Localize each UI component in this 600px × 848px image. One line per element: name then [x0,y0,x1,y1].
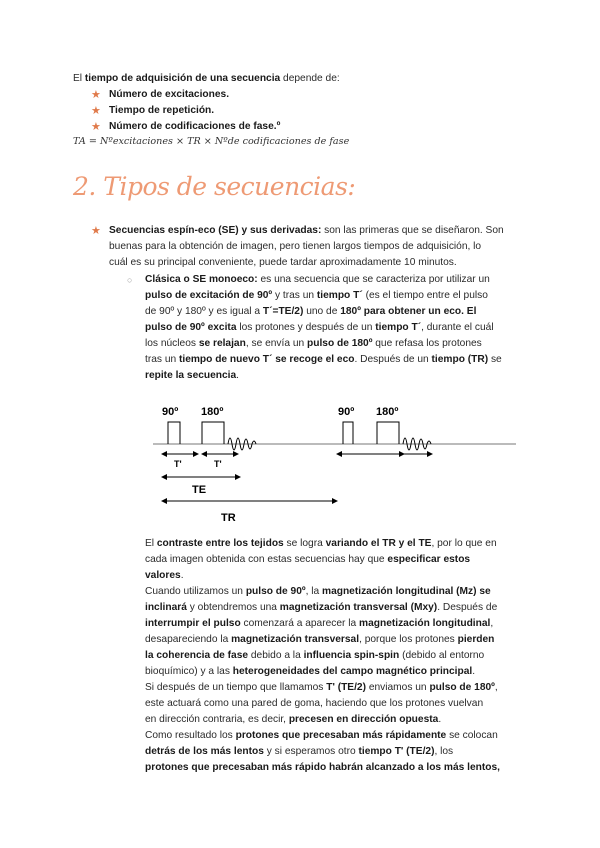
t-prime-label-1: T' [174,459,182,469]
intro-post: depende de: [280,73,340,84]
clasica-line-7: repite la secuencia. [145,370,240,381]
se-line-3: cuál es su principal conveniente, puede tardar aproximadamente 10 minutos. [109,257,457,268]
para2-line-6: bioquímico) y a las heterogeneidades del campo magnético principal. [145,666,476,677]
pulse-90-rect-2 [343,422,353,444]
star-bullet-icon: ★ [91,105,101,117]
para2-line-5: la coherencia de fase debido a la influencia spin-spin (debido al entorno [145,650,485,661]
para3-line-1: Si después de un tiempo que llamamos T' (TE/2) enviamos un pulso de 180º, [145,682,498,693]
formula: TA = Nºexcitaciones × TR × Nºde codificaciones de fase [73,136,350,147]
star-bullet-icon: ★ [91,89,101,101]
bullet-item: Número de excitaciones. [109,89,230,100]
para3-line-3: en dirección contraria, es decir, precesen en dirección opuesta. [145,714,442,725]
para4-line-1: Como resultado los protones que precesaban más rápidamente se colocan [145,730,498,741]
se-line-2: buenas para la obtención de imagen, pero tienen largos tiempos de adquisición, lo [109,241,482,252]
para2-line-4: desapareciendo la magnetización transversal, porque los protones pierden [145,634,495,645]
se-line-1: Secuencias espín-eco (SE) y sus derivadas: son las primeras que se diseñaron. Son [109,225,504,236]
circle-bullet-icon: ○ [127,275,133,285]
para1-line-1: El contraste entre los tejidos se logra variando el TR y el TE, por lo que en [145,538,497,549]
para1-line-3: valores. [145,570,184,581]
tr-label: TR [221,512,236,524]
para3-line-2: este actuará como una pared de goma, haciendo que los protones vuelvan [145,698,484,709]
para2-line-3: interrumpir el pulso comenzará a aparecer la magnetización longitudinal, [145,618,494,629]
bullet-item: Número de codificaciones de fase.º [109,121,281,132]
te-label: TE [192,484,207,496]
star-bullet-icon: ★ [91,121,101,133]
para2-line-1: Cuando utilizamos un pulso de 90º, la magnetización longitudinal (Mz) se [145,586,491,597]
clasica-line-5: los núcleos se relajan, se envía un pulso de 180º que refasa los protones [145,338,482,349]
clasica-line-4: pulso de 90º excita los protones y después de un tiempo T´, durante el cuál [145,322,494,333]
t-prime-label-2: T' [214,459,222,469]
para4-line-3: protones que precesaban más rápido habrán alcanzado a los más lentos, [145,762,500,773]
pulse-90-label-2: 90º [338,406,355,418]
pulse-90-label-1: 90º [162,406,179,418]
pulse-90-rect-1 [168,422,180,444]
intro-bold: tiempo de adquisición de una secuencia [84,73,281,84]
bullet-item: Tiempo de repetición. [109,105,215,116]
clasica-line-2: pulso de excitación de 90º y tras un tiempo T´ (es el tiempo entre el pulso [145,290,488,301]
para4-line-2: detrás de los más lentos y si esperamos otro tiempo T' (TE/2), los [145,746,454,757]
intro-pre: El [73,73,85,84]
pulse-180-label-2: 180º [376,406,399,418]
para2-line-2: inclinará y obtendremos una magnetización transversal (Mxy). Después de [145,602,498,613]
spin-echo-diagram [150,400,520,528]
section-heading: 2. Tipos de secuencias: [73,172,356,201]
clasica-line-1: Clásica o SE monoeco: es una secuencia que se caracteriza por utilizar un [145,274,490,285]
para1-line-2: cada imagen obtenida con estas secuencias hay que especificar estos [145,554,471,565]
intro-line [73,71,340,87]
pulse-180-label-1: 180º [201,406,224,418]
clasica-line-6: tras un tiempo de nuevo T´ se recoge el eco. Después de un tiempo (TR) se [145,354,502,365]
pulse-180-rect-1 [202,422,224,444]
star-bullet-icon: ★ [91,225,101,237]
clasica-line-3: de 90º y 180º y es igual a T´=TE/2) uno de 180º para obtener un eco. El [145,306,477,317]
pulse-180-rect-2 [377,422,399,444]
